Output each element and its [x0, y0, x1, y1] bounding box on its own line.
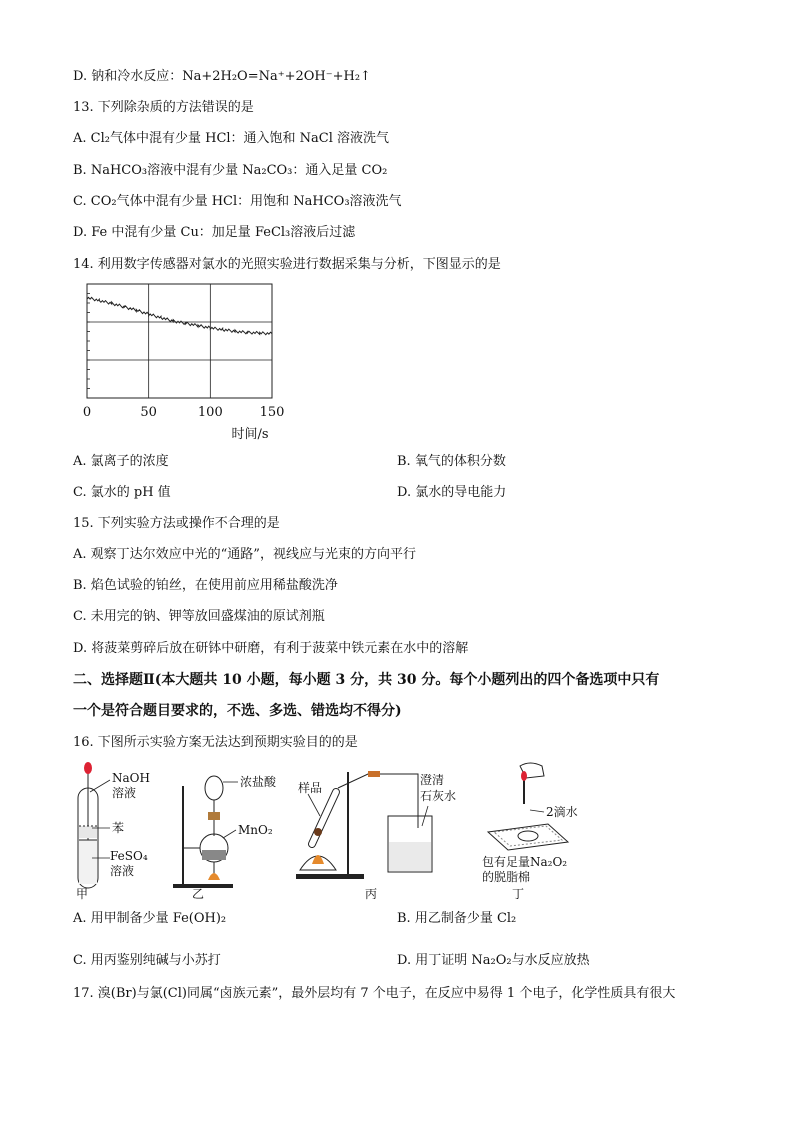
q14-option-a: A. 氯离子的浓度 — [73, 454, 169, 469]
q12-option-d: D. 钠和冷水反应：Na+2H₂O=Na⁺+2OH⁻+H₂↑ — [73, 69, 371, 84]
q16-apparatus-figure — [68, 758, 608, 906]
q16-option-c: C. 用丙鉴别纯碱与小苏打 — [73, 953, 221, 968]
q15-option-a: A. 观察丁达尔效应中光的“通路”，视线应与光束的方向平行 — [73, 547, 416, 562]
x-tick-labels — [83, 405, 285, 420]
q13-option-d: D. Fe 中混有少量 Cu：加足量 FeCl₃溶液后过滤 — [73, 225, 356, 240]
yi-caption: 乙 — [192, 887, 205, 901]
chart-grid — [87, 284, 272, 398]
jia-rongye-label: 溶液 — [112, 786, 137, 800]
yi-hcl-label: 浓盐酸 — [240, 775, 277, 789]
bing-sample-label: 样品 — [298, 781, 323, 795]
plot-frame — [87, 284, 272, 398]
q14-option-c: C. 氯水的 pH 值 — [73, 485, 171, 500]
jia-ben-label: 苯 — [112, 821, 125, 835]
q15-option-c: C. 未用完的钠、钾等放回盛煤油的原试剂瓶 — [73, 609, 325, 624]
q13-option-c: C. CO₂气体中混有少量 HCl：用饱和 NaHCO₃溶液洗气 — [73, 194, 402, 209]
q15-stem: 15. 下列实验方法或操作不合理的是 — [73, 516, 280, 531]
ding-wrap-label-2: 的脱脂棉 — [482, 870, 531, 884]
apparatus-yi — [173, 774, 277, 901]
bing-lime-label-1: 澄清 — [420, 773, 445, 787]
jia-caption: 甲 — [76, 887, 89, 901]
bing-lime-label-2: 石灰水 — [420, 789, 457, 803]
ding-water-label: 2滴水 — [546, 805, 578, 819]
q13-stem: 13. 下列除杂质的方法错误的是 — [73, 100, 254, 115]
x-tick-label: 150 — [259, 405, 285, 420]
apparatus-bing — [296, 771, 456, 901]
series-line — [87, 297, 272, 334]
q15-option-b: B. 焰色试验的铂丝，在使用前应用稀盐酸洗净 — [73, 578, 338, 593]
q16-option-d: D. 用丁证明 Na₂O₂与水反应放热 — [397, 953, 590, 968]
q15-option-d: D. 将菠菜剪碎后放在研钵中研磨，有利于菠菜中铁元素在水中的溶解 — [73, 641, 469, 656]
apparatus-ding — [482, 763, 578, 901]
ding-caption: 丁 — [512, 887, 525, 901]
jia-feso4-label: FeSO₄ — [110, 849, 148, 863]
x-tick-label: 50 — [140, 405, 157, 420]
jia-rongye2-label: 溶液 — [110, 864, 135, 878]
q16-option-b: B. 用乙制备少量 Cl₂ — [397, 911, 517, 926]
q14-option-b: B. 氧气的体积分数 — [397, 454, 506, 469]
q16-stem: 16. 下图所示实验方案无法达到预期实验目的的是 — [73, 735, 358, 750]
q14-line-chart — [70, 278, 300, 448]
q16-option-a: A. 用甲制备少量 Fe(OH)₂ — [73, 911, 227, 926]
x-tick-label: 0 — [82, 405, 92, 420]
q13-option-b: B. NaHCO₃溶液中混有少量 Na₂CO₃：通入足量 CO₂ — [73, 163, 388, 178]
apparatus-jia — [76, 762, 150, 901]
x-tick-label: 100 — [197, 405, 223, 420]
ding-wrap-label-1: 包有足量Na₂O₂ — [482, 855, 568, 869]
q14-stem: 14. 利用数字传感器对氯水的光照实验进行数据采集与分析，下图显示的是 — [73, 257, 501, 272]
q13-option-a: A. Cl₂气体中混有少量 HCl：通入饱和 NaCl 溶液洗气 — [73, 131, 390, 146]
section2-heading-line2: 一个是符合题目要求的，不选、多选、错选均不得分) — [73, 703, 402, 719]
jia-naoh-label: NaOH — [112, 771, 150, 785]
q17-stem: 17. 溴(Br)与氯(Cl)同属“卤族元素”，最外层均有 7 个电子，在反应中易得 1 个电子，化学性质具有很大 — [73, 986, 676, 1001]
section2-heading-line1: 二、选择题Ⅱ(本大题共 10 小题，每小题 3 分，共 30 分。每个小题列出的四个备选项中只有 — [73, 672, 660, 688]
q14-option-d: D. 氯水的导电能力 — [397, 485, 507, 500]
yi-mno2-label: MnO₂ — [238, 823, 273, 837]
bing-caption: 丙 — [365, 887, 378, 901]
x-axis-label: 时间/s — [231, 427, 269, 442]
